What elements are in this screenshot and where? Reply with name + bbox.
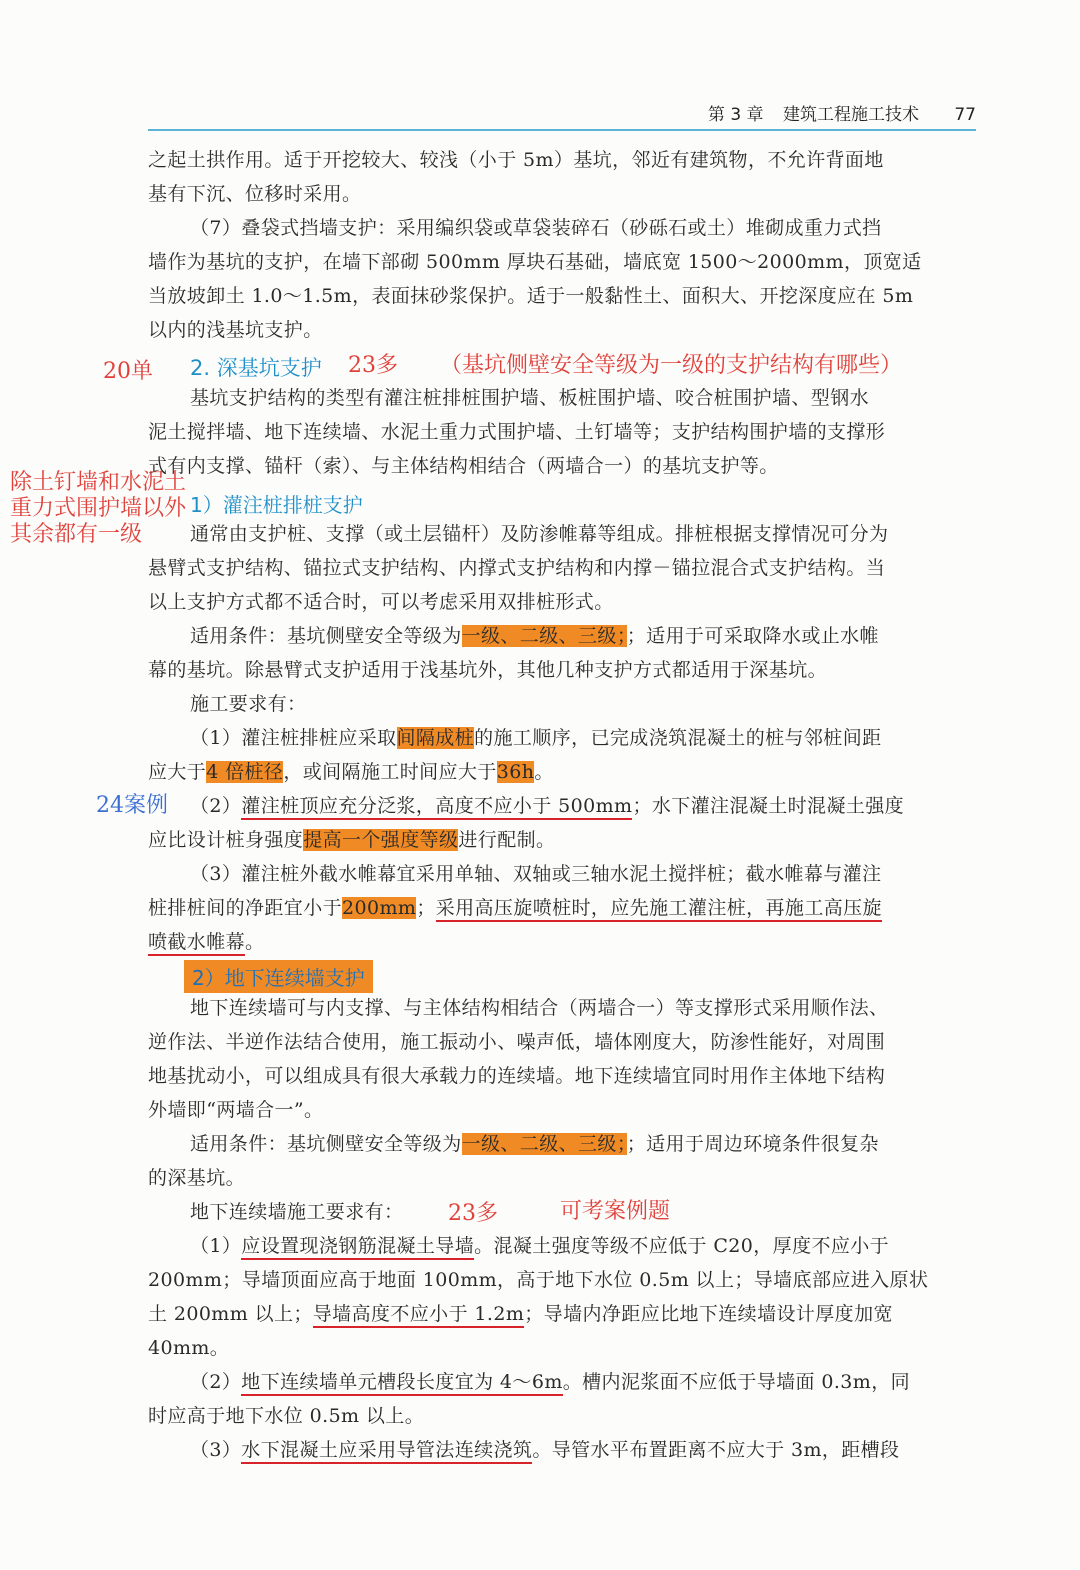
page-number: 77 (954, 105, 976, 125)
body-line: （7）叠袋式挡墙支护：采用编织袋或草袋装碎石（砂砾石或土）堆砌成重力式挡 (190, 217, 882, 239)
body-line: （3）灌注桩外截水帷幕宜采用单轴、双轴或三轴水泥土搅拌桩；截水帷幕与灌注 (190, 863, 882, 885)
body-line: 逆作法、半逆作法结合使用，施工振动小、噪声低，墙体刚度大，防渗性能好，对周围 (148, 1031, 886, 1053)
body-line: 施工要求有： (190, 693, 307, 715)
highlight: 一级、二级、三级 (461, 1133, 617, 1155)
body-line: （2）地下连续墙单元槽段长度宜为 4～6m。槽内泥浆面不应低于导墙面 0.3m，同 (190, 1368, 976, 1398)
body-line: 地下连续墙施工要求有： (190, 1201, 404, 1223)
highlight: 36h (496, 761, 535, 783)
body-line: （2）灌注桩顶应充分泛浆，高度不应小于 500mm；水下灌注混凝土时混凝土强度 (190, 792, 976, 822)
body-line: 幕的基坑。除悬臂式支护适用于浅基坑外，其他几种支护方式都适用于深基坑。 (148, 659, 828, 681)
annotation-note: 23多 (348, 353, 398, 378)
underline: 地下连续墙单元槽段长度宜为 4～6m (241, 1371, 562, 1396)
body-line: 墙作为基坑的支护，在墙下部砌 500mm 厚块石基础，墙底宽 1500～2000mm，顶宽适 (148, 251, 922, 273)
body-line: 桩排桩间的净距宜小于200mm；采用高压旋喷桩时，应先施工灌注桩，再施工高压旋 (148, 894, 976, 924)
body-line: 时应高于地下水位 0.5m 以上。 (148, 1405, 425, 1427)
highlight: 200mm (342, 897, 417, 919)
body-line: （1）灌注桩排桩应采取间隔成桩的施工顺序，已完成浇筑混凝土的桩与邻桩间距 (190, 727, 882, 749)
body-line: 基坑支护结构的类型有灌注桩排桩围护墙、板桩围护墙、咬合桩围护墙、型钢水 (190, 387, 870, 409)
body-line: 式有内支撑、锚杆（索）、与主体结构相结合（两墙合一）的基坑支护等。 (148, 455, 779, 477)
chapter-label: 第 3 章 (707, 105, 764, 125)
body-line: 悬臂式支护结构、锚拉式支护结构、内撑式支护结构和内撑－锚拉混合式支护结构。当 (148, 557, 886, 579)
annotation-note: 可考案例题 (560, 1199, 671, 1224)
body-line: 之起土拱作用。适于开挖较大、较浅（小于 5m）基坑，邻近有建筑物，不允许背面地 (148, 149, 884, 171)
body-line: 200mm；导墙顶面应高于地面 100mm，高于地下水位 0.5m 以上；导墙底部应进入原状 (148, 1269, 929, 1291)
highlight: 提高一个强度等级 (303, 829, 459, 851)
annotation-note: 20单 (103, 359, 153, 384)
subsection-heading: 1）灌注桩排桩支护 (190, 493, 363, 517)
body-line: 通常由支护桩、支撑（或土层锚杆）及防渗帷幕等组成。排桩根据支撑情况可分为 (190, 523, 889, 545)
highlight: 4 倍桩径 (206, 761, 284, 783)
underline: 灌注桩顶应充分泛浆，高度不应小于 500mm (241, 795, 632, 820)
body-line: （3）水下混凝土应采用导管法连续浇筑。导管水平布置距离不应大于 3m，距槽段 (190, 1436, 976, 1466)
page-header (148, 96, 976, 130)
annotation-question: （基坑侧壁安全等级为一级的支护结构有哪些） (440, 353, 903, 378)
body-line: 地基扰动小，可以组成具有很大承载力的连续墙。地下连续墙宜同时用作主体地下结构 (148, 1065, 886, 1087)
underline: 水下混凝土应采用导管法连续浇筑 (241, 1439, 532, 1464)
body-line: 基有下沉、位移时采用。 (148, 183, 362, 205)
body-line: 应比设计桩身强度提高一个强度等级进行配制。 (148, 829, 556, 851)
body-line: 泥土搅拌墙、地下连续墙、水泥土重力式围护墙、土钉墙等；支护结构围护墙的支撑形 (148, 421, 886, 443)
body-line: 外墙即“两墙合一”。 (148, 1099, 324, 1121)
body-line: （1）应设置现浇钢筋混凝土导墙。混凝土强度等级不应低于 C20，厚度不应小于 (190, 1232, 976, 1262)
annotation-note: 24案例 (96, 793, 168, 818)
body-line: 的深基坑。 (148, 1167, 246, 1189)
highlight: 间隔成桩 (396, 727, 475, 749)
body-line: 适用条件：基坑侧壁安全等级为一级、二级、三级；；适用于周边环境条件很复杂 (190, 1133, 879, 1155)
underline: 采用高压旋喷桩时，应先施工灌注桩，再施工高压旋 (436, 897, 882, 922)
body-line: 40mm。 (148, 1337, 230, 1359)
body-line: 当放坡卸土 1.0～1.5m，表面抹砂浆保护。适于一般黏性土、面积大、开挖深度应在 5m (148, 285, 914, 307)
underline: 喷截水帷幕 (148, 931, 245, 956)
body-line: 以上支护方式都不适合时，可以考虑采用双排桩形式。 (148, 591, 614, 613)
annotation-note: 除土钉墙和水泥土 重力式围护墙以外 其余都有一级 (10, 470, 187, 547)
highlight: 一级、二级、三级 (461, 625, 617, 647)
body-line: 喷截水帷幕。 (148, 928, 976, 958)
body-line: 地下连续墙可与内支撑、与主体结构相结合（两墙合一）等支撑形式采用顺作法、 (190, 997, 889, 1019)
subsection-heading: 2）地下连续墙支护 (184, 960, 373, 993)
body-line: 以内的浅基坑支护。 (148, 319, 323, 341)
annotation-note: 23多 (448, 1201, 498, 1226)
header-rule (148, 129, 976, 131)
chapter-title: 建筑工程施工技术 (782, 105, 919, 125)
body-line: 应大于4 倍桩径，或间隔施工时间应大于36h。 (148, 761, 554, 783)
body-line: 土 200mm 以上；导墙高度不应小于 1.2m；导墙内净距应比地下连续墙设计厚度加宽 (148, 1300, 976, 1330)
underline: 应设置现浇钢筋混凝土导墙 (241, 1235, 474, 1260)
body-line: 适用条件：基坑侧壁安全等级为一级、二级、三级；；适用于可采取降水或止水帷 (190, 625, 879, 647)
section-heading: 2. 深基坑支护 (190, 356, 322, 380)
underline: 导墙高度不应小于 1.2m (313, 1303, 524, 1328)
